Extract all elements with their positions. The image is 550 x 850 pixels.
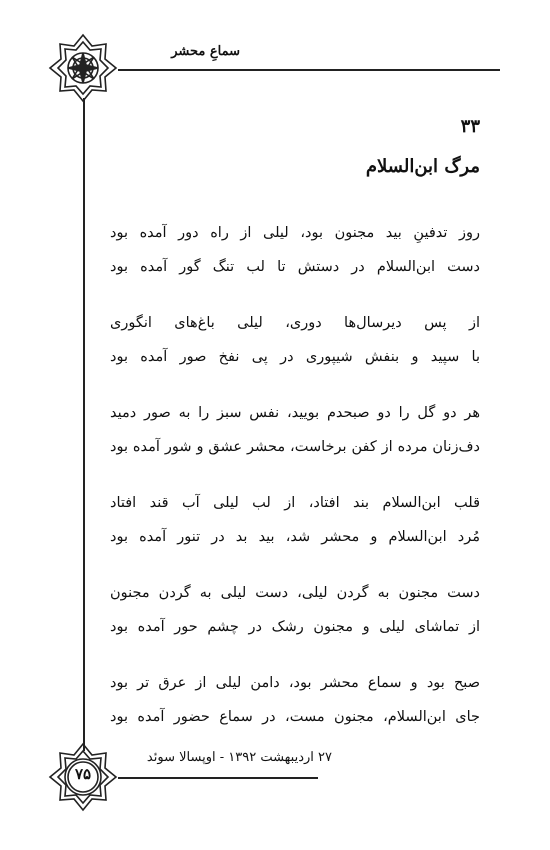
- stanza: [110, 396, 480, 464]
- header-rule: [118, 69, 500, 71]
- running-title: سماعِ محشر: [171, 44, 240, 59]
- stanza: [110, 576, 480, 644]
- date-place: ۲۷ اردیبهشت ۱۳۹۲ - اوپسالا سوئد: [146, 750, 332, 765]
- rosette-icon: [48, 33, 118, 103]
- stanza: [110, 306, 480, 374]
- chapter-number: ۳۳: [460, 116, 480, 137]
- page-number: ۷۵: [74, 765, 92, 783]
- verse-line: از پس دیرسال‌ها دوری، لیلی باغ‌های انگوری: [110, 315, 480, 331]
- verse-line: صبح بود و سماع محشر بود، دامن لیلی از عرق تر بود: [110, 675, 480, 691]
- verse-line: هر دو گل را دو صبحدم بویید، نفس سبز را به صور دمید: [110, 405, 480, 421]
- footer-rule: [118, 777, 318, 779]
- verse-line: روز تدفینِ بید مجنون بود، لیلی از راه دور آمده بود: [110, 225, 480, 241]
- verse-line: جای ابن‌السلام، مجنون مست، در سماع حضور آمده بود: [110, 709, 480, 725]
- verse-line: با سپید و بنفش شیپوری در پی نفخ صور آمده بود: [110, 349, 480, 365]
- verse-line: قلب ابن‌السلام بند افتاد، از لب لیلی آب قند افتاد: [110, 495, 480, 511]
- verse-line: دف‌زنان مرده از کفن برخاست، محشر عشق و شور آمده بود: [110, 439, 480, 455]
- verse-line: از تماشای لیلی و مجنون رشک در چشم حور آمده بود: [110, 619, 480, 635]
- stanza: [110, 486, 480, 554]
- verse-line: مُرد ابن‌السلام و محشر شد، بید بد در تنور آمده بود: [110, 529, 480, 545]
- margin-rule: [83, 98, 85, 751]
- poem: [110, 216, 480, 756]
- stanza: [110, 216, 480, 284]
- stanza: [110, 666, 480, 734]
- chapter-title: مرگ ابن‌السلام: [365, 156, 480, 177]
- verse-line: دست ابن‌السلام در دستش تا لب تنگ گور آمده بود: [110, 259, 480, 275]
- verse-line: دست مجنون به گردن لیلی، دست لیلی به گردن مجنون: [110, 585, 480, 601]
